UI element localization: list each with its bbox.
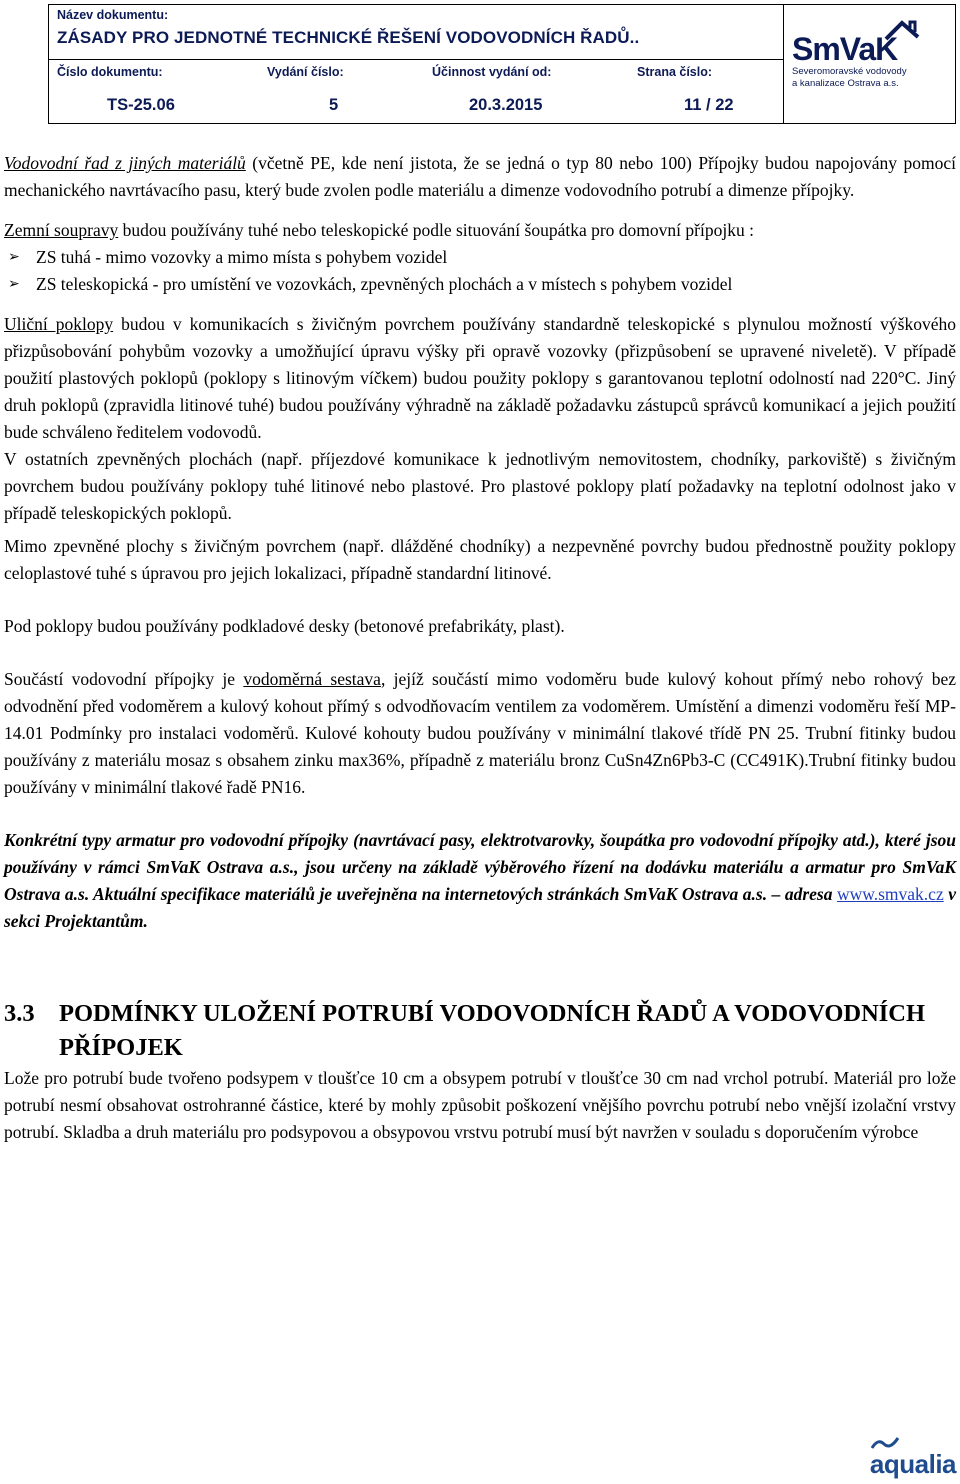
arrow-bullet-icon: ➢ [8, 276, 20, 292]
logo-subtitle-2: a kanalizace Ostrava a.s. [792, 78, 899, 89]
doc-number-label: Číslo dokumentu: [57, 65, 163, 79]
company-logo-cell [784, 5, 955, 123]
paragraph-ground-sets [4, 217, 956, 244]
document-header [48, 4, 956, 124]
header-info [49, 5, 784, 123]
doc-title: ZÁSADY PRO JEDNOTNÉ TECHNICKÉ ŘEŠENÍ VODOVODNÍCH ŘADŮ.. [57, 28, 640, 47]
list-item [4, 244, 956, 271]
paragraph-unpaved: Mimo zpevněné plochy s živičným povrchem (např. dlážděné chodníky) a nezpevněné povrchy budou přednostně použity poklopy celoplastové tuhé s úpravou pro jejich lokalizaci, případně standardní litinové. [4, 536, 956, 583]
issue-label: Vydání číslo: [267, 65, 344, 79]
ground-set-list [4, 244, 956, 298]
logo-subtitle-1: Severomoravské vodovody [792, 66, 907, 77]
logo-text: SmVaK [792, 31, 898, 67]
list-item-text: ZS tuhá - mimo vozovky a mimo místa s pohybem vozidel [36, 247, 448, 267]
aqualia-logo: aqualia [869, 1449, 956, 1479]
list-item-text: ZS teleskopická - pro umístění ve vozovkách, zpevněných plochách a v místech s pohybem vozidel [36, 274, 733, 294]
paragraph-street-covers [4, 311, 956, 446]
meter-assembly-term: vodoměrná sestava [243, 669, 381, 689]
paragraph-heading: Uliční poklopy [4, 314, 114, 334]
smvak-logo [792, 33, 907, 89]
header-meta-row [49, 60, 783, 123]
smvak-website-link[interactable]: www.smvak.cz [836, 884, 944, 904]
page-number: 11 / 22 [684, 96, 734, 114]
paragraph-text: Součástí vodovodní přípojky je [4, 669, 244, 689]
paragraph-other-surfaces: V ostatních zpevněných plochách (např. příjezdové komunikace k jednotlivým nemovitostem, chodníky, parkoviště) s živičným povrchem budou používány poklopy tuhé litinové nebo plastové. Pro plastové poklopy platí požadavky na teplotní odolnost jako v případě teleskopických poklopů. [4, 449, 956, 523]
arrow-bullet-icon: ➢ [8, 249, 20, 265]
paragraph-text: , jejíž součástí mimo vodoměru bude kulový kohout přímý nebo rohový bez odvodnění před vodoměrem a kulový kohout přímý s odvodňovacím ventilem za vodoměrem. Umístění a dimenzi vodoměru řeší MP-14.01 Podmínky pro instalaci vodoměrů. Kulové kohouty budou používány v minimální tlakové třídě PN 25. Trubní fitinky budou používány z materiálu mosaz s obsahem zinku max36%, případně z materiálu bronz CuSn4Zn6Pb3-C (CC491K).Trubní fitinky budou používány v minimální tlakové řadě PN16. [4, 669, 956, 797]
issue-cell [259, 60, 424, 123]
doc-name-label: Název dokumentu: [57, 8, 169, 22]
paragraph-pipe-bedding: Lože pro potrubí bude tvořeno podsypem v tloušťce 10 cm a obsypem potrubí v tloušťce 30 cm nad vrchol potrubí. Materiál pro lože potrubí nesmí obsahovat ostrohranné částice, které by mohly způsobit poškození vnějšího povrchu potrubí nebo vnější izolační vrstvy potrubí. Skladba a druh materiálu pro podsypovou a obsypovou vrstvu potrubí musí být navržen v souladu s doporučením výrobce [4, 1068, 956, 1142]
paragraph-fittings-spec [4, 827, 956, 935]
paragraph-heading: Zemní soupravy [4, 220, 119, 240]
paragraph-text: budou používány tuhé nebo teleskopické podle situování šoupátka pro domovní přípojku : [118, 220, 754, 240]
paragraph-text: budou v komunikacích s živičným povrchem používány standardně teleskopické s plynulou možností výškového přizpůsobování pohybům vozovky a umožňující úpravu výšky při opravě vozovky (přizpůsobení se upravené niveletě). V případě použití plastových poklopů (poklopy s litinovým víčkem) budou použity poklopy s garantovanou teplotní odolností nad 220°C. Jiný druh poklopů (zpravidla litinové tuhé) budou používány výhradně na základě požadavku zástupců správců komunikací a jejich použití bude schváleno ředitelem vodovodů. [4, 314, 957, 442]
section-heading [4, 997, 956, 1065]
effective-label: Účinnost vydání od: [432, 65, 552, 79]
effective-date: 20.3.2015 [469, 96, 543, 114]
paragraph-text: (včetně PE, kde není jistota, že se jedná o typ 80 nebo 100) Přípojky budou napojovány pomocí mechanického navrtávacího pasu, který bude zvolen podle materiálu a dimenze vodovodního potrubí a dimenze přípojky. [4, 153, 956, 200]
section-title: PODMÍNKY ULOŽENÍ POTRUBÍ VODOVODNÍCH ŘADŮ A VODOVODNÍCH PŘÍPOJEK [59, 1000, 926, 1061]
paragraph-heading: Vodovodní řad z jiných materiálů [4, 153, 246, 173]
paragraph-text: Konkrétní typy armatur pro vodovodní přípojky (navrtávací pasy, elektrotvarovky, šoupátka pro vodovodní přípojky atd.), které jsou používány v rámci SmVaK Ostrava a.s., jsou určeny na základě výběrového řízení na dodávku materiálu a armatur pro SmVaK Ostrava a.s. Aktuální specifikace materiálů je uveřejněna na internetových stránkách SmVaK Ostrava a.s. – adresa [4, 830, 956, 904]
doc-number: TS-25.06 [107, 96, 175, 114]
paragraph-meter-assembly [4, 666, 956, 801]
paragraph-base-plates: Pod poklopy budou používány podkladové desky (betonové prefabrikáty, plast). [4, 616, 565, 636]
paragraph-text: v sekci Projektantům. [4, 884, 956, 931]
page-label: Strana číslo: [637, 65, 713, 79]
aqualia-wave-icon [870, 1436, 900, 1450]
effective-cell [424, 60, 629, 123]
list-item [4, 271, 956, 298]
section-number: 3.3 [4, 1000, 35, 1027]
header-title-row [49, 5, 783, 60]
document-body [4, 150, 956, 1146]
paragraph-other-materials [4, 150, 956, 204]
doc-number-cell [49, 60, 259, 123]
roof-icon [884, 19, 924, 41]
issue-number: 5 [329, 96, 339, 114]
page-cell [629, 60, 783, 123]
